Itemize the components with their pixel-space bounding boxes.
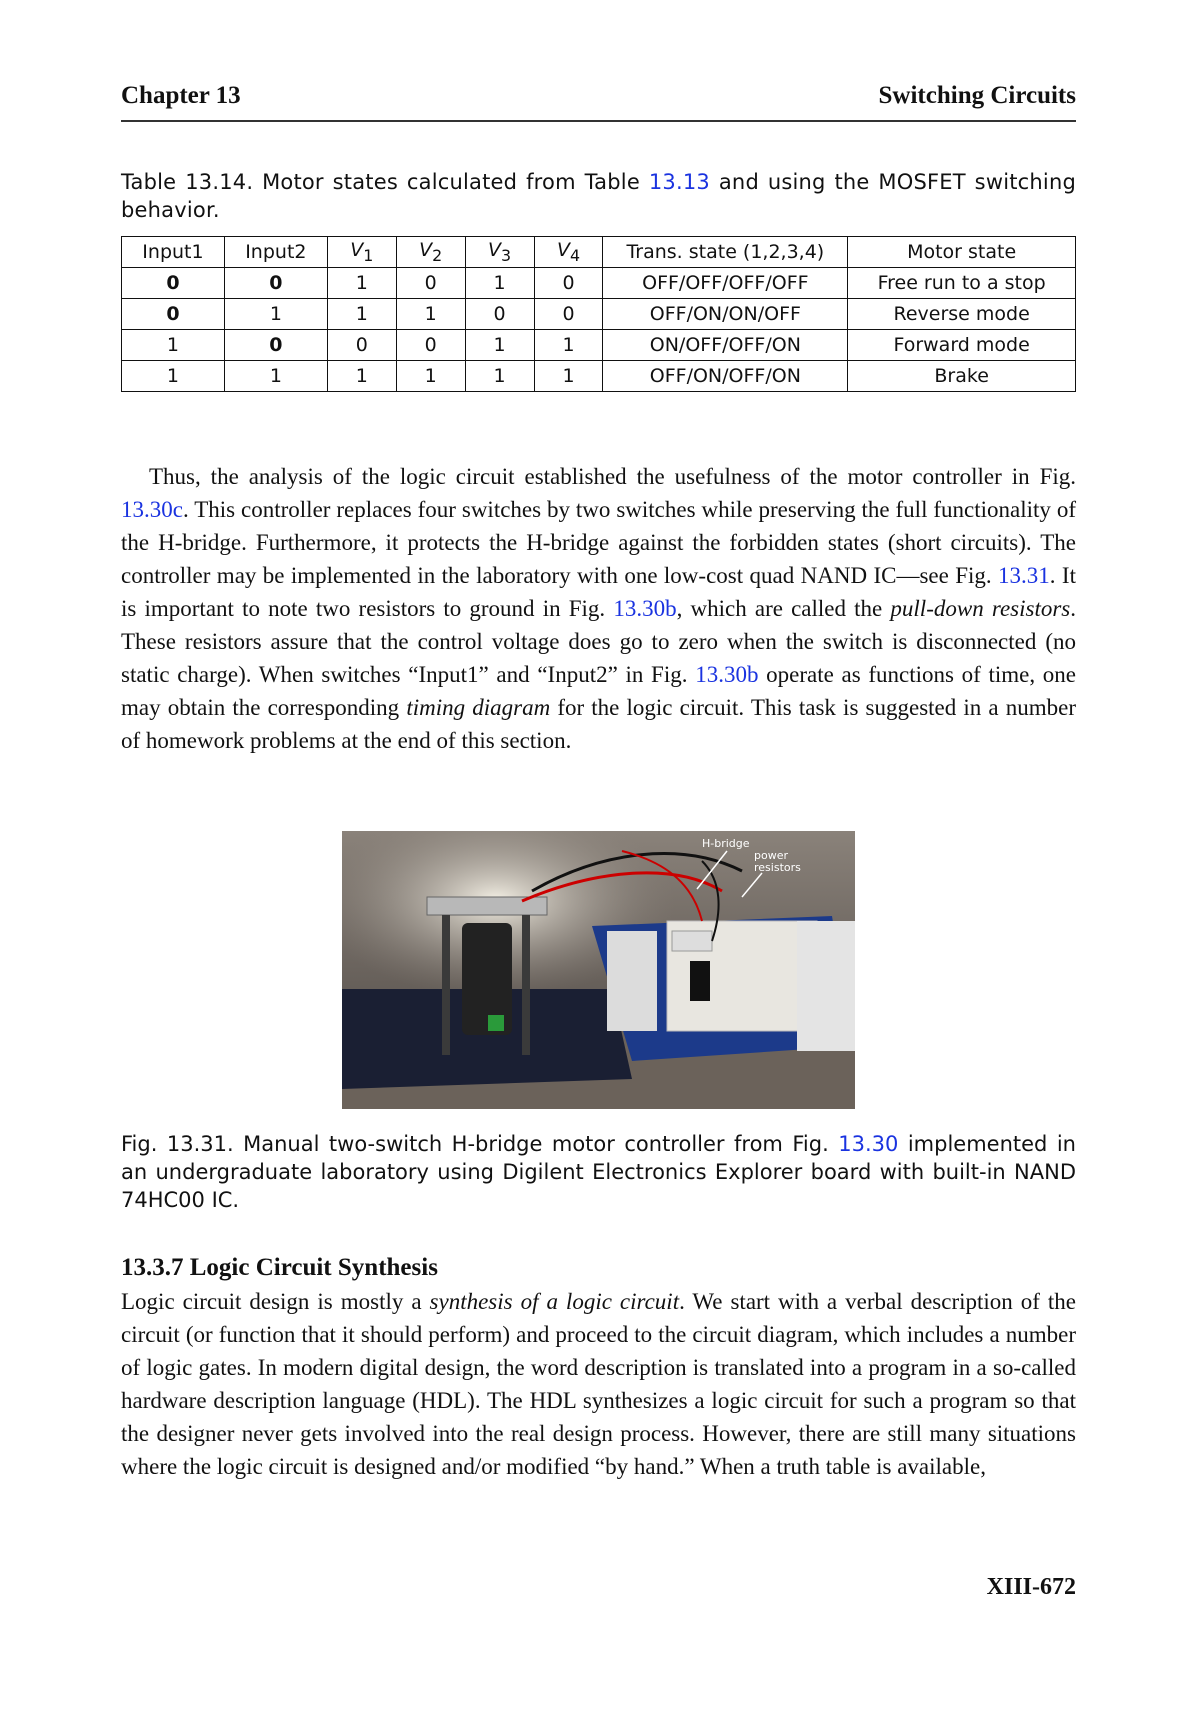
lab-photo (342, 831, 855, 1109)
col-v2: $V_2$ (396, 237, 465, 268)
fig-link-13-31[interactable]: 13.31 (998, 563, 1050, 588)
col-v3: $V_3$ (465, 237, 534, 268)
table-header-row (122, 237, 1076, 268)
table-row: 1 1 1 1 1 1 OFF/ON/OFF/ON Brake (122, 361, 1076, 392)
table-row: 1 0 0 0 1 1 ON/OFF/OFF/ON Forward mode (122, 330, 1076, 361)
label-hbridge: H-bridge (702, 837, 750, 850)
table-caption: Table 13.14. Motor states calculated from Table 13.13 and using the MOSFET switching behavior. (121, 170, 1076, 222)
table-row: 0 1 1 1 0 0 OFF/ON/ON/OFF Reverse mode (122, 299, 1076, 330)
chapter-label: Chapter 13 (121, 82, 241, 109)
chapter-title: Switching Circuits (878, 82, 1076, 109)
col-input2: Input2 (224, 237, 327, 268)
page-header (121, 80, 1076, 122)
col-trans-state: Trans. state (1,2,3,4) (603, 237, 848, 268)
fig-link-13-30b[interactable]: 13.30b (613, 596, 677, 621)
label-resistors: resistors (754, 861, 801, 874)
label-power: power (754, 849, 788, 862)
figure-caption: Fig. 13.31. Manual two-switch H-bridge motor controller from Fig. 13.30 implemented in an undergraduate laboratory using Digilent Electronics Explorer board with built-in NAND 74HC00 IC. (121, 1132, 1076, 1212)
table-row: 0 0 1 0 1 0 OFF/OFF/OFF/OFF Free run to a stop (122, 268, 1076, 299)
fig-link-13-30b-2[interactable]: 13.30b (695, 662, 759, 687)
fig-link-13-30[interactable]: 13.30 (838, 1132, 899, 1156)
body-paragraph-2: Logic circuit design is mostly a synthesis of a logic circuit. We start with a verbal description of the circuit (or function that it should perform) and proceed to the circuit diagram, which includes a number of logic gates. In modern digital design, the word description is translated into a program in a so-called hardware description language (HDL). The HDL synthesizes a logic circuit for such a program so that the designer never gets involved into the real design process. However, there are still many situations where the logic circuit is designed and/or modified “by hand.” When a truth table is available, (121, 1289, 1076, 1479)
col-v1: $V_1$ (327, 237, 396, 268)
col-v4: $V_4$ (534, 237, 603, 268)
body-paragraph-1: Thus, the analysis of the logic circuit established the usefulness of the motor controller in Fig. 13.30c. This controller replaces four switches by two switches while preserving the full functionality of the H-bridge. Furthermore, it protects the H-bridge against the forbidden states (short circuits). The controller may be implemented in the laboratory with one low-cost quad NAND IC—see Fig. 13.31. It is important to note two resistors to ground in Fig. 13.30b, which are called the pull-down resistors. These resistors assure that the control voltage does go to zero when the switch is disconnected (no static charge). When switches “Input1” and “Input2” in Fig. 13.30b operate as functions of time, one may obtain the corresponding timing diagram for the logic circuit. This task is suggested in a number of homework problems at the end of this section. (121, 464, 1077, 753)
motor-states-table (121, 236, 1076, 392)
page-number: XIII-672 (986, 1574, 1076, 1600)
col-input1: Input1 (122, 237, 225, 268)
table-link[interactable]: 13.13 (648, 170, 710, 194)
section-title: 13.3.7 Logic Circuit Synthesis (121, 1254, 438, 1281)
fig-link-13-30c[interactable]: 13.30c (121, 497, 183, 522)
lab-photo-illustration (342, 831, 855, 1109)
col-motor-state: Motor state (848, 237, 1076, 268)
